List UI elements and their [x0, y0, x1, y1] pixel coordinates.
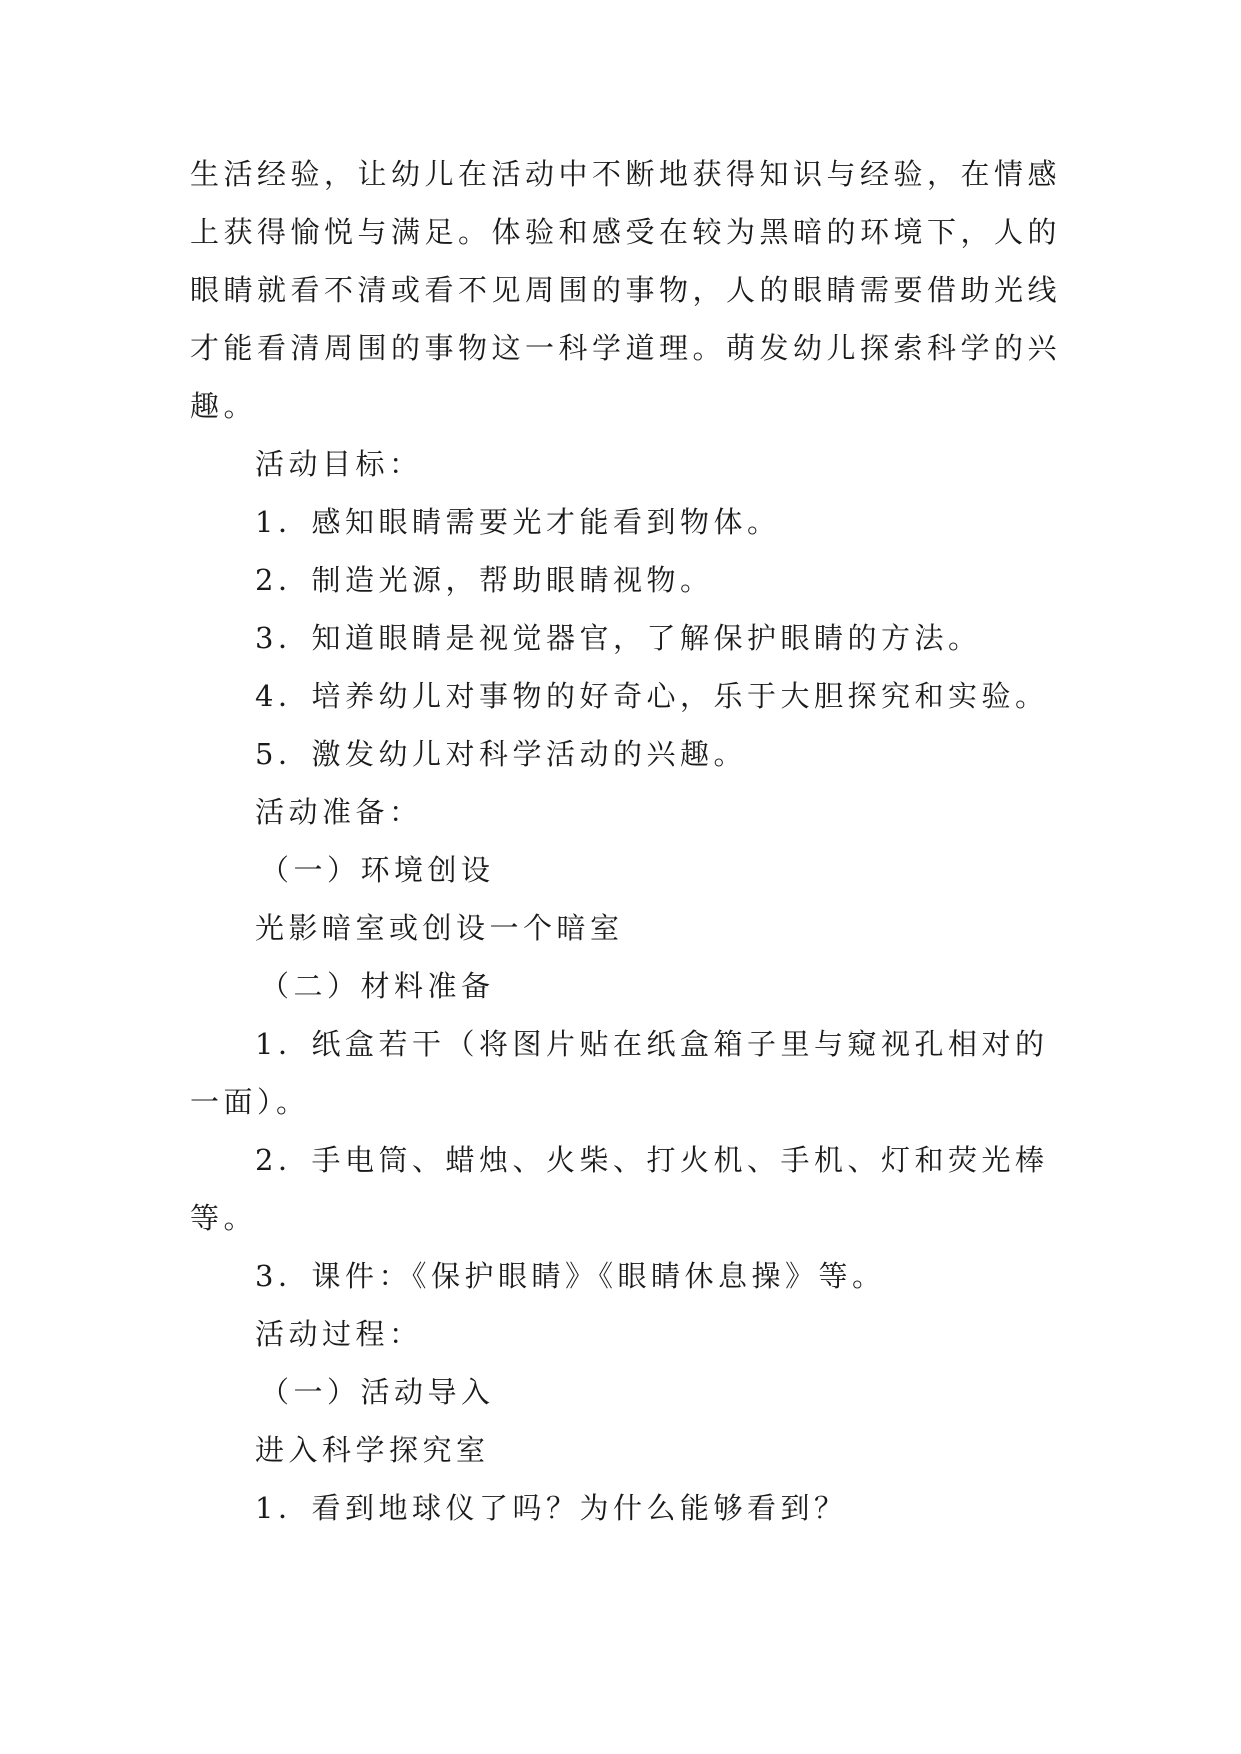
- objective-item-4: 4．培养幼儿对事物的好奇心，乐于大胆探究和实验。: [255, 679, 1049, 713]
- paragraph-line-1: 生活经验，让幼儿在活动中不断地获得知识与经验，在情感: [190, 157, 1062, 191]
- objective-item-5: 5．激发幼儿对科学活动的兴趣。: [255, 737, 747, 771]
- material-item-1-continued: 一面）。: [190, 1085, 310, 1119]
- material-item-2: 2．手电筒、蜡烛、火柴、打火机、手机、灯和荧光棒: [255, 1143, 1049, 1177]
- subsection-heading-intro: （一）活动导入: [260, 1375, 495, 1409]
- section-heading-objectives: 活动目标：: [255, 447, 423, 481]
- material-item-1: 1．纸盒若干（将图片贴在纸盒箱子里与窥视孔相对的: [255, 1027, 1049, 1061]
- paragraph-line-5: 趣。: [190, 389, 258, 423]
- section-heading-process: 活动过程：: [255, 1317, 423, 1351]
- objective-item-2: 2．制造光源，帮助眼睛视物。: [255, 563, 714, 597]
- process-item-1: 1．看到地球仪了吗？为什么能够看到？: [255, 1491, 848, 1525]
- paragraph-line-2: 上获得愉悦与满足。体验和感受在较为黑暗的环境下，人的: [190, 215, 1062, 249]
- subsection-heading-materials: （二）材料准备: [260, 969, 495, 1003]
- subsection-heading-environment: （一）环境创设: [260, 853, 495, 887]
- material-item-2-continued: 等。: [190, 1201, 258, 1235]
- environment-text: 光影暗室或创设一个暗室: [255, 911, 624, 945]
- paragraph-line-3: 眼睛就看不清或看不见周围的事物，人的眼睛需要借助光线: [190, 273, 1062, 307]
- objective-item-1: 1．感知眼睛需要光才能看到物体。: [255, 505, 781, 539]
- objective-item-3: 3．知道眼睛是视觉器官，了解保护眼睛的方法。: [255, 621, 982, 655]
- material-item-3: 3．课件：《保护眼睛》《眼睛休息操》等。: [255, 1259, 886, 1293]
- section-heading-preparation: 活动准备：: [255, 795, 423, 829]
- paragraph-line-4: 才能看清周围的事物这一科学道理。萌发幼儿探索科学的兴: [190, 331, 1062, 365]
- intro-text: 进入科学探究室: [255, 1433, 490, 1467]
